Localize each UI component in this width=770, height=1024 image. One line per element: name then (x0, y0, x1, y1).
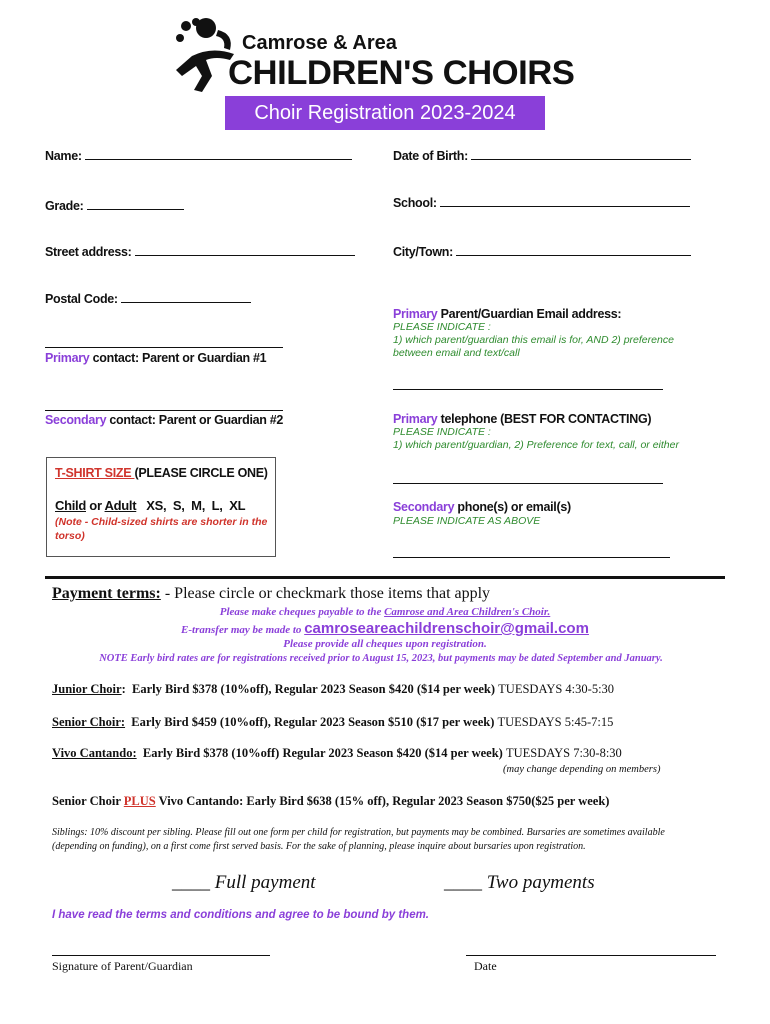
etransfer-email[interactable]: camroseareachildrenschoir@gmail.com (304, 620, 589, 637)
secondary-phone-heading: Secondary phone(s) or email(s) (393, 500, 571, 514)
dob-field[interactable] (393, 149, 691, 163)
city-label: City/Town: (393, 245, 453, 259)
grade-field[interactable] (45, 199, 184, 213)
phone-note: PLEASE INDICATE : 1) which parent/guardian, 2) Preference for text, call, or either (393, 426, 679, 451)
email-heading: Primary Parent/Guardian Email address: (393, 307, 622, 321)
choir-row-vivo[interactable]: Vivo Cantando: Early Bird $378 (10%off) Regular 2023 Season $420 ($14 per week) TUESDAYS 7:30-8:30 (52, 746, 622, 760)
choir-row-junior[interactable]: Junior Choir: Early Bird $378 (10%off), Regular 2023 Season $420 ($14 per week) TUESDAYS 4:30-5:30 (52, 682, 615, 696)
primary-contact-label: Primary contact: Parent or Guardian #1 (45, 351, 267, 365)
name-label: Name: (45, 149, 82, 163)
agreement-text: I have read the terms and conditions and agree to be bound by them. (52, 909, 430, 921)
name-field[interactable] (45, 149, 352, 163)
grade-label: Grade: (45, 199, 84, 213)
early-bird-note: NOTE Early bird rates are for registrations received prior to August 15, 2023, but payments may be dated September and January. (99, 653, 663, 664)
logo-line-2: CHILDREN'S CHOIRS (228, 54, 575, 92)
signature-line[interactable] (52, 945, 270, 956)
city-field[interactable] (393, 245, 691, 259)
tshirt-title: T-SHIRT SIZE (PLEASE CIRCLE ONE) (55, 466, 268, 480)
logo-line-1: Camrose & Area (242, 32, 397, 54)
postal-field[interactable] (45, 292, 251, 306)
secondary-contact-label: Secondary contact: Parent or Guardian #2 (45, 413, 284, 427)
logo (172, 16, 612, 96)
tshirt-note: (Note - Child-sized shirts are shorter in the torso) (55, 516, 268, 542)
street-field[interactable] (45, 245, 355, 259)
payment-heading: Payment terms: - Please circle or checkmark those items that apply (52, 585, 491, 602)
dob-label: Date of Birth: (393, 149, 468, 163)
postal-label: Postal Code: (45, 292, 118, 306)
tshirt-box (46, 457, 276, 557)
school-field[interactable] (393, 196, 690, 210)
full-payment-option[interactable]: ____ Full payment (172, 872, 316, 893)
secondary-phone-line[interactable] (393, 543, 670, 558)
cheques-note: Please make cheques payable to the Camrose and Area Children's Choir. (219, 606, 551, 618)
two-payments-option[interactable]: ____ Two payments (444, 872, 595, 893)
school-label: School: (393, 196, 437, 210)
siblings-note: Siblings: 10% discount per sibling. Please fill out one form per child for registration, but payments may be combined. Bursaries are sometimes available (depending on funding), on a first come first served basis. For the sake of planning, please inquire about bursaries upon registration. (52, 827, 665, 852)
email-note: PLEASE INDICATE : 1) which parent/guardian this email is for, AND 2) preference between email and text/call (393, 321, 674, 359)
primary-contact-line[interactable] (45, 333, 283, 348)
date-line[interactable] (466, 945, 716, 956)
secondary-contact-line[interactable] (45, 396, 283, 411)
secondary-phone-note: PLEASE INDICATE AS ABOVE (393, 515, 541, 527)
divider (45, 576, 725, 579)
phone-line[interactable] (393, 469, 663, 484)
combo-row[interactable]: Senior Choir PLUS Vivo Cantando: Early Bird $638 (15% off), Regular 2023 Season $750($25 per week) (52, 794, 610, 808)
choir-row-senior[interactable]: Senior Choir: Early Bird $459 (10%off), Regular 2023 Season $510 ($17 per week) TUESDAYS 5:45-7:15 (52, 715, 614, 729)
tshirt-sizes[interactable]: Child or Adult XS, S, M, L, XL (55, 498, 246, 513)
street-label: Street address: (45, 245, 132, 259)
date-label: Date (474, 959, 497, 973)
email-line[interactable] (393, 375, 663, 390)
page-title: Choir Registration 2023-2024 (225, 96, 545, 130)
signature-label: Signature of Parent/Guardian (52, 959, 193, 973)
may-change-note: (may change depending on members) (503, 764, 661, 775)
provide-note: Please provide all cheques upon registration. (283, 638, 487, 650)
etransfer-note: E-transfer may be made to camroseareachildrenschoir@gmail.com (181, 620, 589, 637)
phone-heading: Primary telephone (BEST FOR CONTACTING) (393, 412, 652, 426)
